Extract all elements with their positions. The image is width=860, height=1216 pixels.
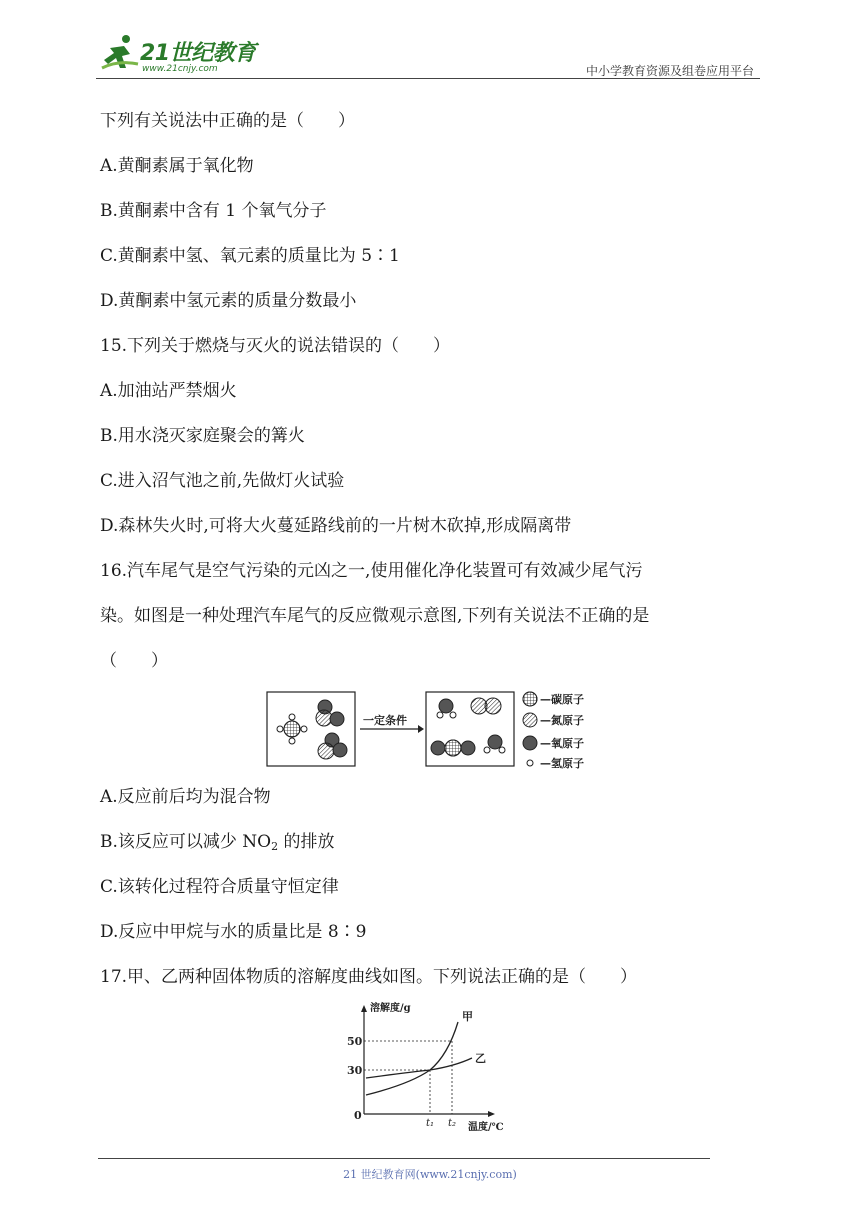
question-stem: 下列有关说法中正确的是（ ）: [100, 111, 355, 131]
y-tick-0: 0: [354, 1109, 362, 1122]
series-yi-label: 乙: [475, 1052, 486, 1065]
question-17: 17.甲、乙两种固体物质的溶解度曲线如图。下列说法正确的是（ ）: [100, 967, 638, 987]
solubility-chart: [340, 1000, 520, 1136]
logo-text: 21世纪教育: [140, 41, 256, 66]
series-jia-label: 甲: [462, 1010, 473, 1023]
q16-option-c: C.该转化过程符合质量守恒定律: [100, 877, 339, 897]
question-16-line2: 染。如图是一种处理汽车尾气的反应微观示意图,下列有关说法不正确的是: [100, 606, 650, 626]
footer-divider: [98, 1158, 710, 1159]
q15-option-b: B.用水浇灭家庭聚会的篝火: [100, 426, 305, 446]
question-16-paren: （ ）: [100, 651, 168, 671]
runner-logo-icon: [100, 34, 140, 72]
q16-option-a: A.反应前后均为混合物: [100, 787, 271, 807]
q16-option-d: D.反应中甲烷与水的质量比是 8∶9: [100, 922, 367, 942]
q16-option-b-text: B.该反应可以减少 NO: [100, 832, 272, 852]
question-15: 15.下列关于燃烧与灭火的说法错误的（ ）: [100, 336, 451, 356]
question-16-line1: 16.汽车尾气是空气污染的元凶之一,使用催化净化装置可有效减少尾气污: [100, 561, 643, 581]
legend-oxygen: —氧原子: [540, 737, 584, 750]
reaction-diagram: [266, 688, 606, 770]
option-d: D.黄酮素中氢元素的质量分数最小: [100, 291, 357, 311]
logo-url: www.21cnjy.com: [142, 64, 218, 74]
q15-option-d: D.森林失火时,可将大火蔓延路线前的一片树木砍掉,形成隔离带: [100, 516, 572, 536]
q16-option-b-text-end: 的排放: [278, 832, 335, 852]
option-c: C.黄酮素中氢、氧元素的质量比为 5∶1: [100, 246, 400, 266]
site-logo: [96, 30, 266, 78]
series-jia-curve: [366, 1022, 458, 1095]
option-b: B.黄酮素中含有 1 个氧气分子: [100, 201, 327, 221]
page-footer: 21 世纪教育网(www.21cnjy.com): [343, 1168, 517, 1181]
co2-molecule: [431, 740, 475, 756]
q15-option-c: C.进入沼气池之前,先做灯火试验: [100, 471, 345, 491]
option-a: A.黄酮素属于氧化物: [100, 156, 254, 176]
y-tick-30: 30: [347, 1064, 363, 1077]
header-platform-name: 中小学教育资源及组卷应用平台: [585, 64, 754, 78]
header-divider: [96, 78, 760, 79]
legend-carbon: —碳原子: [540, 693, 584, 706]
page-header: [96, 30, 760, 80]
q16-option-b: [100, 831, 335, 858]
reaction-condition: 一定条件: [363, 714, 407, 727]
legend: [523, 692, 584, 770]
q16-option-b-subscript: 2: [271, 840, 279, 853]
y-axis-label: 溶解度/g: [370, 1003, 411, 1014]
q15-option-a: A.加油站严禁烟火: [100, 381, 237, 401]
x-tick-t1: t₁: [426, 1118, 435, 1129]
legend-nitrogen: —氮原子: [540, 714, 584, 727]
x-tick-t2: t₂: [448, 1118, 457, 1129]
series-yi-curve: [366, 1058, 472, 1078]
y-tick-50: 50: [347, 1035, 363, 1048]
legend-hydrogen: —氢原子: [540, 757, 584, 770]
x-axis-label: 温度/℃: [468, 1122, 504, 1133]
